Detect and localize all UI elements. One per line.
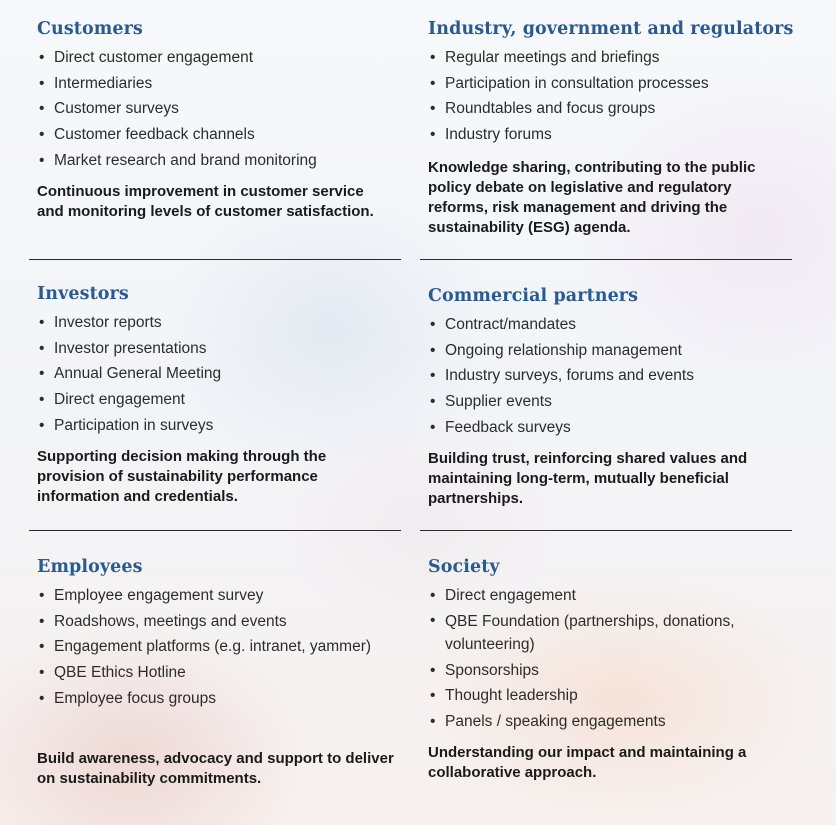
- section-customers: [37, 18, 409, 222]
- section-investors: [37, 283, 409, 507]
- list-item: • QBE Foundation (partnerships, donations, volunteering): [428, 609, 758, 658]
- list-item: • Participation in consultation processes: [428, 71, 808, 97]
- section-divider: [420, 530, 792, 531]
- engagement-list: [428, 583, 758, 735]
- list-item: • Industry surveys, forums and events: [428, 363, 800, 389]
- section-society: [428, 556, 800, 783]
- list-item: • QBE Ethics Hotline: [37, 660, 409, 686]
- section-heading: Investors: [37, 284, 129, 304]
- section-heading: Industry, government and regulators: [428, 19, 794, 39]
- list-item: • Market research and brand monitoring: [37, 148, 409, 174]
- section-heading: Commercial partners: [428, 286, 639, 306]
- section-commercial-partners: [428, 285, 800, 509]
- list-item: • Regular meetings and briefings: [428, 45, 808, 71]
- list-item: • Panels / speaking engagements: [428, 709, 758, 735]
- list-item: • Sponsorships: [428, 658, 758, 684]
- list-item: • Engagement platforms (e.g. intranet, yammer): [37, 634, 409, 660]
- section-summary: Understanding our impact and maintaining a collaborative approach.: [428, 743, 747, 781]
- section-divider: [420, 259, 792, 260]
- engagement-list: [428, 312, 800, 441]
- section-summary: Building trust, reinforcing shared values and maintaining long-term, mutually beneficial partnerships.: [428, 449, 748, 507]
- engagement-list: [37, 45, 409, 174]
- list-item: • Participation in surveys: [37, 413, 409, 439]
- list-item: • Roundtables and focus groups: [428, 96, 808, 122]
- list-item: • Direct customer engagement: [37, 45, 409, 71]
- list-item: • Supplier events: [428, 389, 800, 415]
- engagement-list: [37, 310, 409, 439]
- list-item: • Ongoing relationship management: [428, 338, 800, 364]
- list-item: • Annual General Meeting: [37, 361, 409, 387]
- list-item: • Customer feedback channels: [37, 122, 409, 148]
- list-item: • Investor reports: [37, 310, 409, 336]
- list-item: • Roadshows, meetings and events: [37, 609, 409, 635]
- list-item: • Investor presentations: [37, 336, 409, 362]
- section-summary: Knowledge sharing, contributing to the public policy debate on legislative and regulatory reforms, risk management and driving the sustainability (ESG) agenda.: [428, 158, 756, 236]
- list-item: • Direct engagement: [428, 583, 758, 609]
- list-item: • Intermediaries: [37, 71, 409, 97]
- engagement-list: [428, 45, 808, 148]
- list-item: • Customer surveys: [37, 96, 409, 122]
- list-item: • Contract/mandates: [428, 312, 800, 338]
- list-item: • Industry forums: [428, 122, 808, 148]
- list-item: • Employee engagement survey: [37, 583, 409, 609]
- list-item: • Employee focus groups: [37, 686, 409, 712]
- section-summary: Build awareness, advocacy and support to deliver on sustainability commitments.: [37, 749, 394, 787]
- list-item: • Direct engagement: [37, 387, 409, 413]
- section-divider: [29, 530, 401, 531]
- list-item: • Thought leadership: [428, 683, 758, 709]
- section-summary: Continuous improvement in customer service and monitoring levels of customer satisfaction.: [37, 182, 374, 220]
- section-heading: Society: [428, 557, 500, 577]
- list-item: • Feedback surveys: [428, 415, 800, 441]
- section-heading: Customers: [37, 19, 143, 39]
- section-summary: Supporting decision making through the provision of sustainability performance information and credentials.: [37, 447, 327, 505]
- section-heading: Employees: [37, 557, 143, 577]
- section-employees: [37, 556, 409, 789]
- engagement-list: [37, 583, 409, 712]
- section-divider: [29, 259, 401, 260]
- section-industry-government-regulators: [428, 18, 808, 238]
